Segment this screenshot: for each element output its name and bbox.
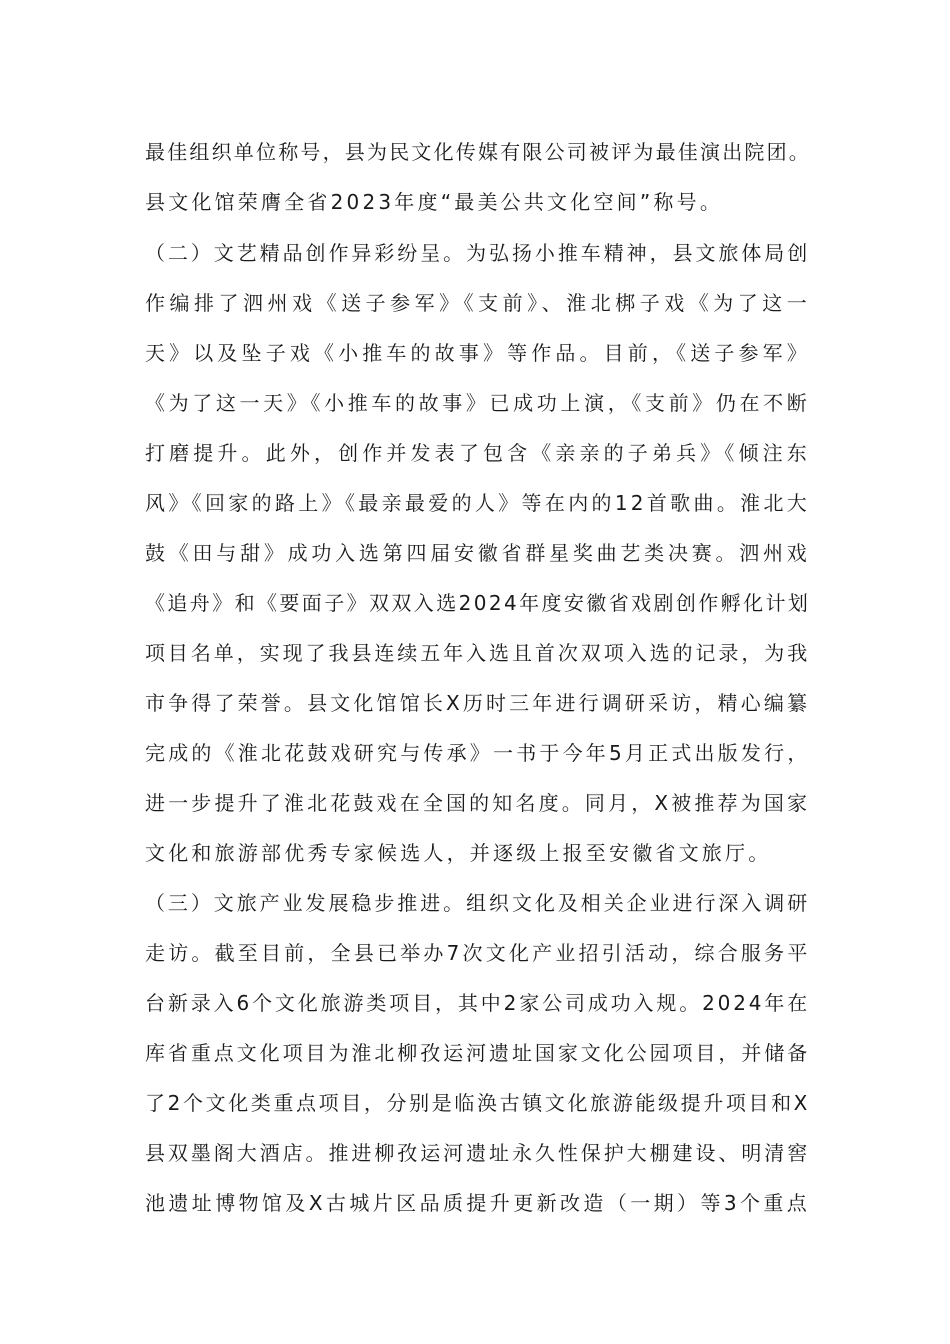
text-line: 《为了这一天》《小推车的故事》已成功上演，《支前》仍在不断 [145,391,810,415]
text-line: 天》以及坠子戏《小推车的故事》等作品。目前，《送子参军》 [145,341,810,365]
text-line: 县文化馆荣膺全省2023年度“最美公共文化空间”称号。 [145,190,724,214]
text-line: 作编排了泗州戏《送子参军》《支前》、淮北梆子戏《为了这一 [145,291,810,315]
text-line: 台新录入6个文化旅游类项目，其中2家公司成功入规。2024年在 [145,991,810,1015]
text-line: （二）文艺精品创作异彩纷呈。为弘扬小推车精神，县文旅体局创 [145,241,810,265]
text-line: 走访。截至目前，全县已举办7次文化产业招引活动，综合服务平 [145,941,811,965]
text-line: 完成的《淮北花鼓戏研究与传承》一书于今年5月正式出版发行， [145,741,811,765]
text-line: 进一步提升了淮北花鼓戏在全国的知名度。同月，X被推荐为国家 [145,791,810,815]
text-line: 风》《回家的路上》《最亲最爱的人》等在内的12首歌曲。淮北大 [145,491,810,515]
text-line: 市争得了荣誉。县文化馆馆长X历时三年进行调研采访，精心编纂 [145,691,810,715]
text-line: 最佳组织单位称号，县为民文化传媒有限公司被评为最佳演出院团。 [145,140,811,164]
text-line: 打磨提升。此外，创作并发表了包含《亲亲的子弟兵》《倾注东 [145,441,810,465]
text-line: 鼓《田与甜》成功入选第四届安徽省群星奖曲艺类决赛。泗州戏 [145,541,810,565]
text-line: 项目名单，实现了我县连续五年入选且首次双项入选的记录，为我 [145,641,810,665]
text-line: 了2个文化类重点项目，分别是临涣古镇文化旅游能级提升项目和X [145,1091,810,1115]
text-line: 库省重点文化项目为淮北柳孜运河遗址国家文化公园项目，并储备 [145,1041,810,1065]
text-line: （三）文旅产业发展稳步推进。组织文化及相关企业进行深入调研 [145,891,810,915]
text-line: 县双墨阁大酒店。推进柳孜运河遗址永久性保护大棚建设、明清窖 [145,1141,810,1165]
text-line: 池遗址博物馆及X古城片区品质提升更新改造（一期）等3个重点 [145,1191,810,1215]
text-line: 《追舟》和《要面子》双双入选2024年度安徽省戏剧创作孵化计划 [145,591,811,615]
text-line: 文化和旅游部优秀专家候选人，并逐级上报至安徽省文旅厅。 [145,841,772,865]
